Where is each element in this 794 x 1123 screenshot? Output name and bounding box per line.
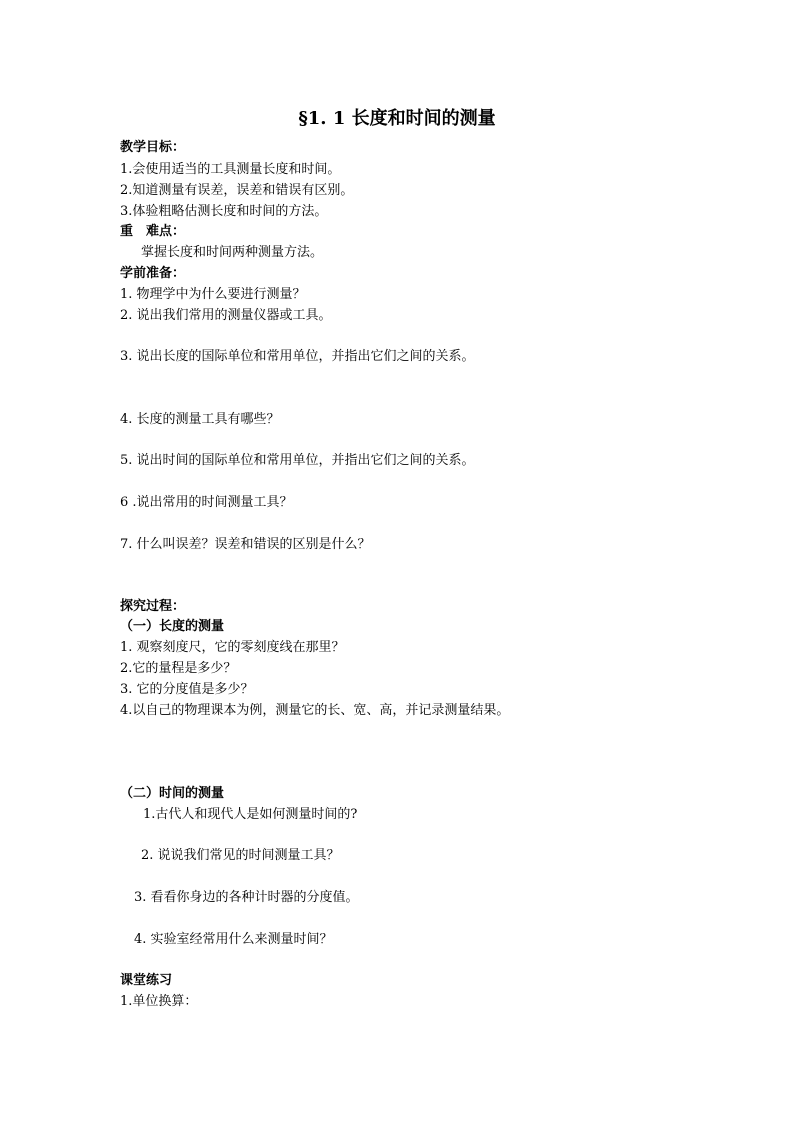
objectives-heading: 教学目标： (120, 140, 186, 155)
preparation-item: 6 .说出常用的时间测量工具？ (120, 495, 293, 510)
time-item: 4. 实验室经常用什么来测量时间？ (134, 932, 333, 947)
preparation-item: 3. 说出长度的国际单位和常用单位，并指出它们之间的关系。 (120, 349, 475, 364)
inquiry-heading: 探究过程： (120, 599, 186, 614)
preparation-item: 1. 物理学中为什么要进行测量？ (120, 287, 306, 302)
preparation-heading: 学前准备： (120, 266, 186, 281)
length-item: 1. 观察刻度尺，它的零刻度线在那里？ (120, 640, 345, 655)
length-item: 3. 它的分度值是多少？ (120, 682, 254, 697)
objective-item: 2.知道测量有误差，误差和错误有区别。 (120, 183, 354, 198)
time-item: 1.古代人和现代人是如何测量时间的? (143, 807, 358, 822)
exercise-item: 1.单位换算： (120, 994, 198, 1009)
objective-item: 3.体验粗略估测长度和时间的方法。 (120, 204, 328, 219)
key-points-heading: 重 难点： (120, 224, 186, 239)
key-points-text: 掌握长度和时间两种测量方法。 (141, 245, 324, 260)
objective-item: 1.会使用适当的工具测量长度和时间。 (120, 162, 341, 177)
preparation-item: 5. 说出时间的国际单位和常用单位，并指出它们之间的关系。 (120, 453, 475, 468)
preparation-item: 2. 说出我们常用的测量仪器或工具。 (120, 308, 332, 323)
page-title: §1. 1 长度和时间的测量 (298, 108, 496, 129)
length-item: 4.以自己的物理课本为例，测量它的长、宽、高，并记录测量结果。 (120, 703, 510, 718)
length-item: 2.它的量程是多少？ (120, 661, 237, 676)
time-item: 2. 说说我们常见的时间测量工具？ (141, 848, 340, 863)
preparation-item: 4. 长度的测量工具有哪些？ (120, 412, 280, 427)
time-section-heading: （二）时间的测量 (120, 786, 225, 801)
preparation-item: 7. 什么叫误差？误差和错误的区别是什么？ (120, 537, 371, 552)
length-section-heading: （一）长度的测量 (120, 619, 225, 634)
exercise-heading: 课堂练习 (120, 973, 173, 988)
time-item: 3. 看看你身边的各种计时器的分度值。 (134, 890, 359, 905)
